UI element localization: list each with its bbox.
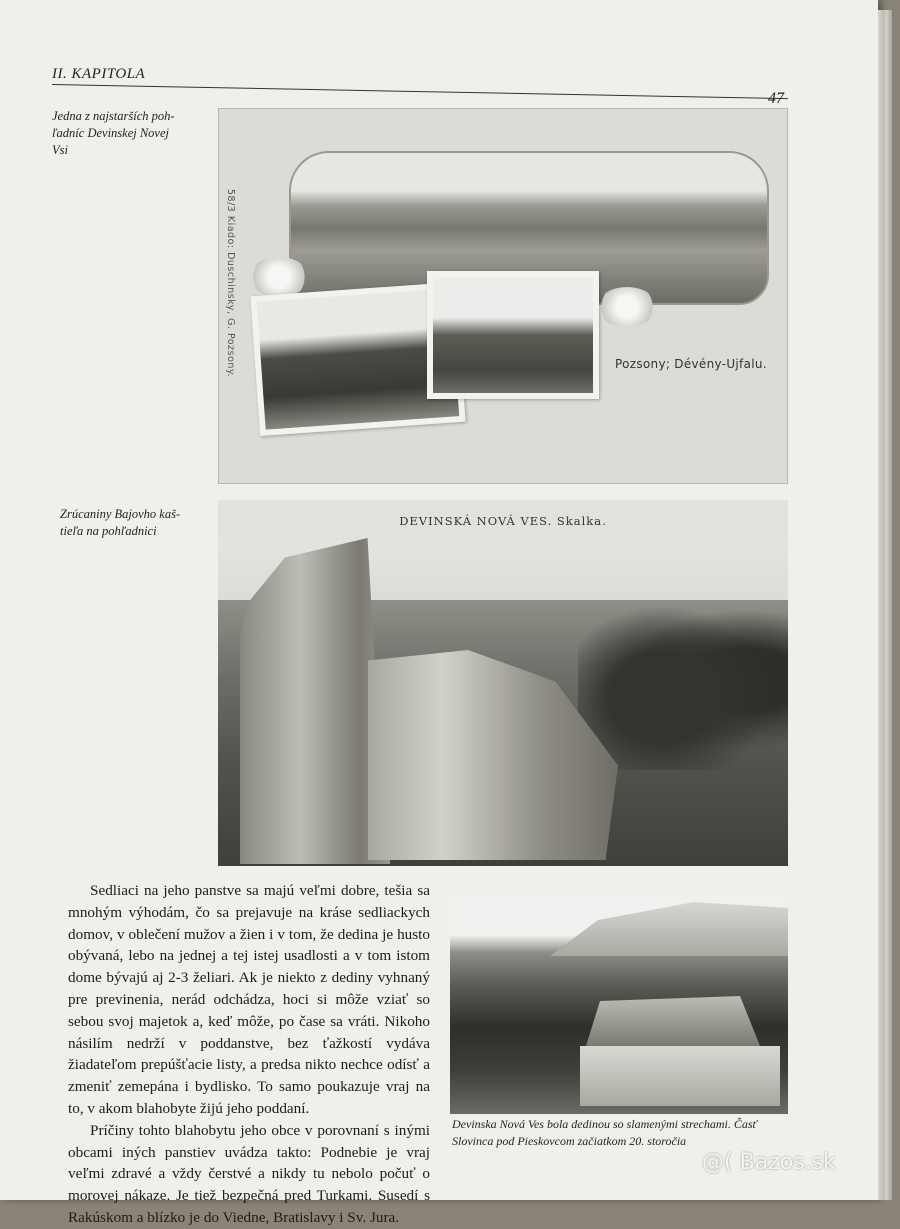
church-photo (427, 271, 599, 399)
tree-group (578, 590, 788, 770)
watermark: @( Bazos.sk (702, 1150, 836, 1175)
caption-line: Zrúcaniny Bajovho kaš- (60, 507, 181, 521)
header-rule (52, 84, 788, 99)
page-stack-edge (878, 10, 892, 1200)
ruin-wall (240, 538, 390, 864)
caption-line: Slovinca pod Pieskovcom začiatkom 20. storočia (452, 1134, 687, 1148)
paragraph: Sedliaci na jeho panstve sa majú veľmi dobre, tešia sa mnohým výhodám, čo sa prejavuje na kráse sedliackych domov, v oblečení mužov a žien i v tom, že dedina je husto obývaná, lebo na jednej a tej istej usadlosti a v tom istom dome bývajú aj 2-3 želiari. Ak je niekto z dediny vyhnaný pre previnenia, nerád odchádza, hoci si môže vziať so sebou svoj majetok a, keď môže, po čase sa vráti. Nikoho násilím nedrží v poddanstve, bez ťažkostí vydáva žiadateľom prepúšťacie listy, a predsa nikto nechce odísť a zmeniť zemepána i bydlisko. To samo poukazuje vraj na to, v akom blahobyte žijú jeho poddaní. (68, 882, 430, 1117)
postcard-image-castle-ruins (218, 500, 788, 866)
figure-2-caption (60, 506, 210, 540)
caption-line: ľadníc Devinskej Novej (52, 126, 170, 140)
postcard-publisher-text: 58/3 Kiado: Duschinsky, G. Pozsony. (225, 189, 236, 378)
body-text (68, 880, 430, 1229)
postcard-caption: Pozsony; Dévény-Ujfalu. (615, 357, 767, 371)
postcard-title: DEVINSKÁ NOVÁ VES. Skalka. (399, 514, 607, 528)
thatched-roof (570, 996, 770, 1046)
paragraph: Príčiny tohto blahobytu jeho obce v porovnaní s inými obcami iných panstiev uvádza takto: Podnebie je vraj veľmi zdravé a vždy čerstvé a nikdy tu nebolo počuť o morovej nákaze. Je tiež bezpečná pred Turkami. Susedí s Rakúskom a blízko je do Viedne, Bratislavy i Sv. Jura. (68, 1121, 430, 1226)
caption-line: Devinska Nová Ves bola dedinou so slamenými strechami. Časť (452, 1117, 757, 1131)
flower-ornament (597, 287, 657, 327)
sandstone-hill (550, 896, 788, 956)
page-number: 47 (768, 90, 784, 107)
figure-3-caption (452, 1116, 792, 1150)
chapter-heading: II. KAPITOLA (52, 66, 146, 82)
caption-line: Jedna z najstarších poh- (52, 109, 175, 123)
flower-ornament (249, 257, 309, 297)
thatched-houses-photo (450, 896, 788, 1114)
figure-1-caption (52, 108, 202, 159)
caption-line: tieľa na pohľadnici (60, 524, 157, 538)
postcard-image-old-village (218, 108, 788, 484)
caption-line: Vsi (52, 143, 68, 157)
house-wall (580, 1046, 780, 1106)
